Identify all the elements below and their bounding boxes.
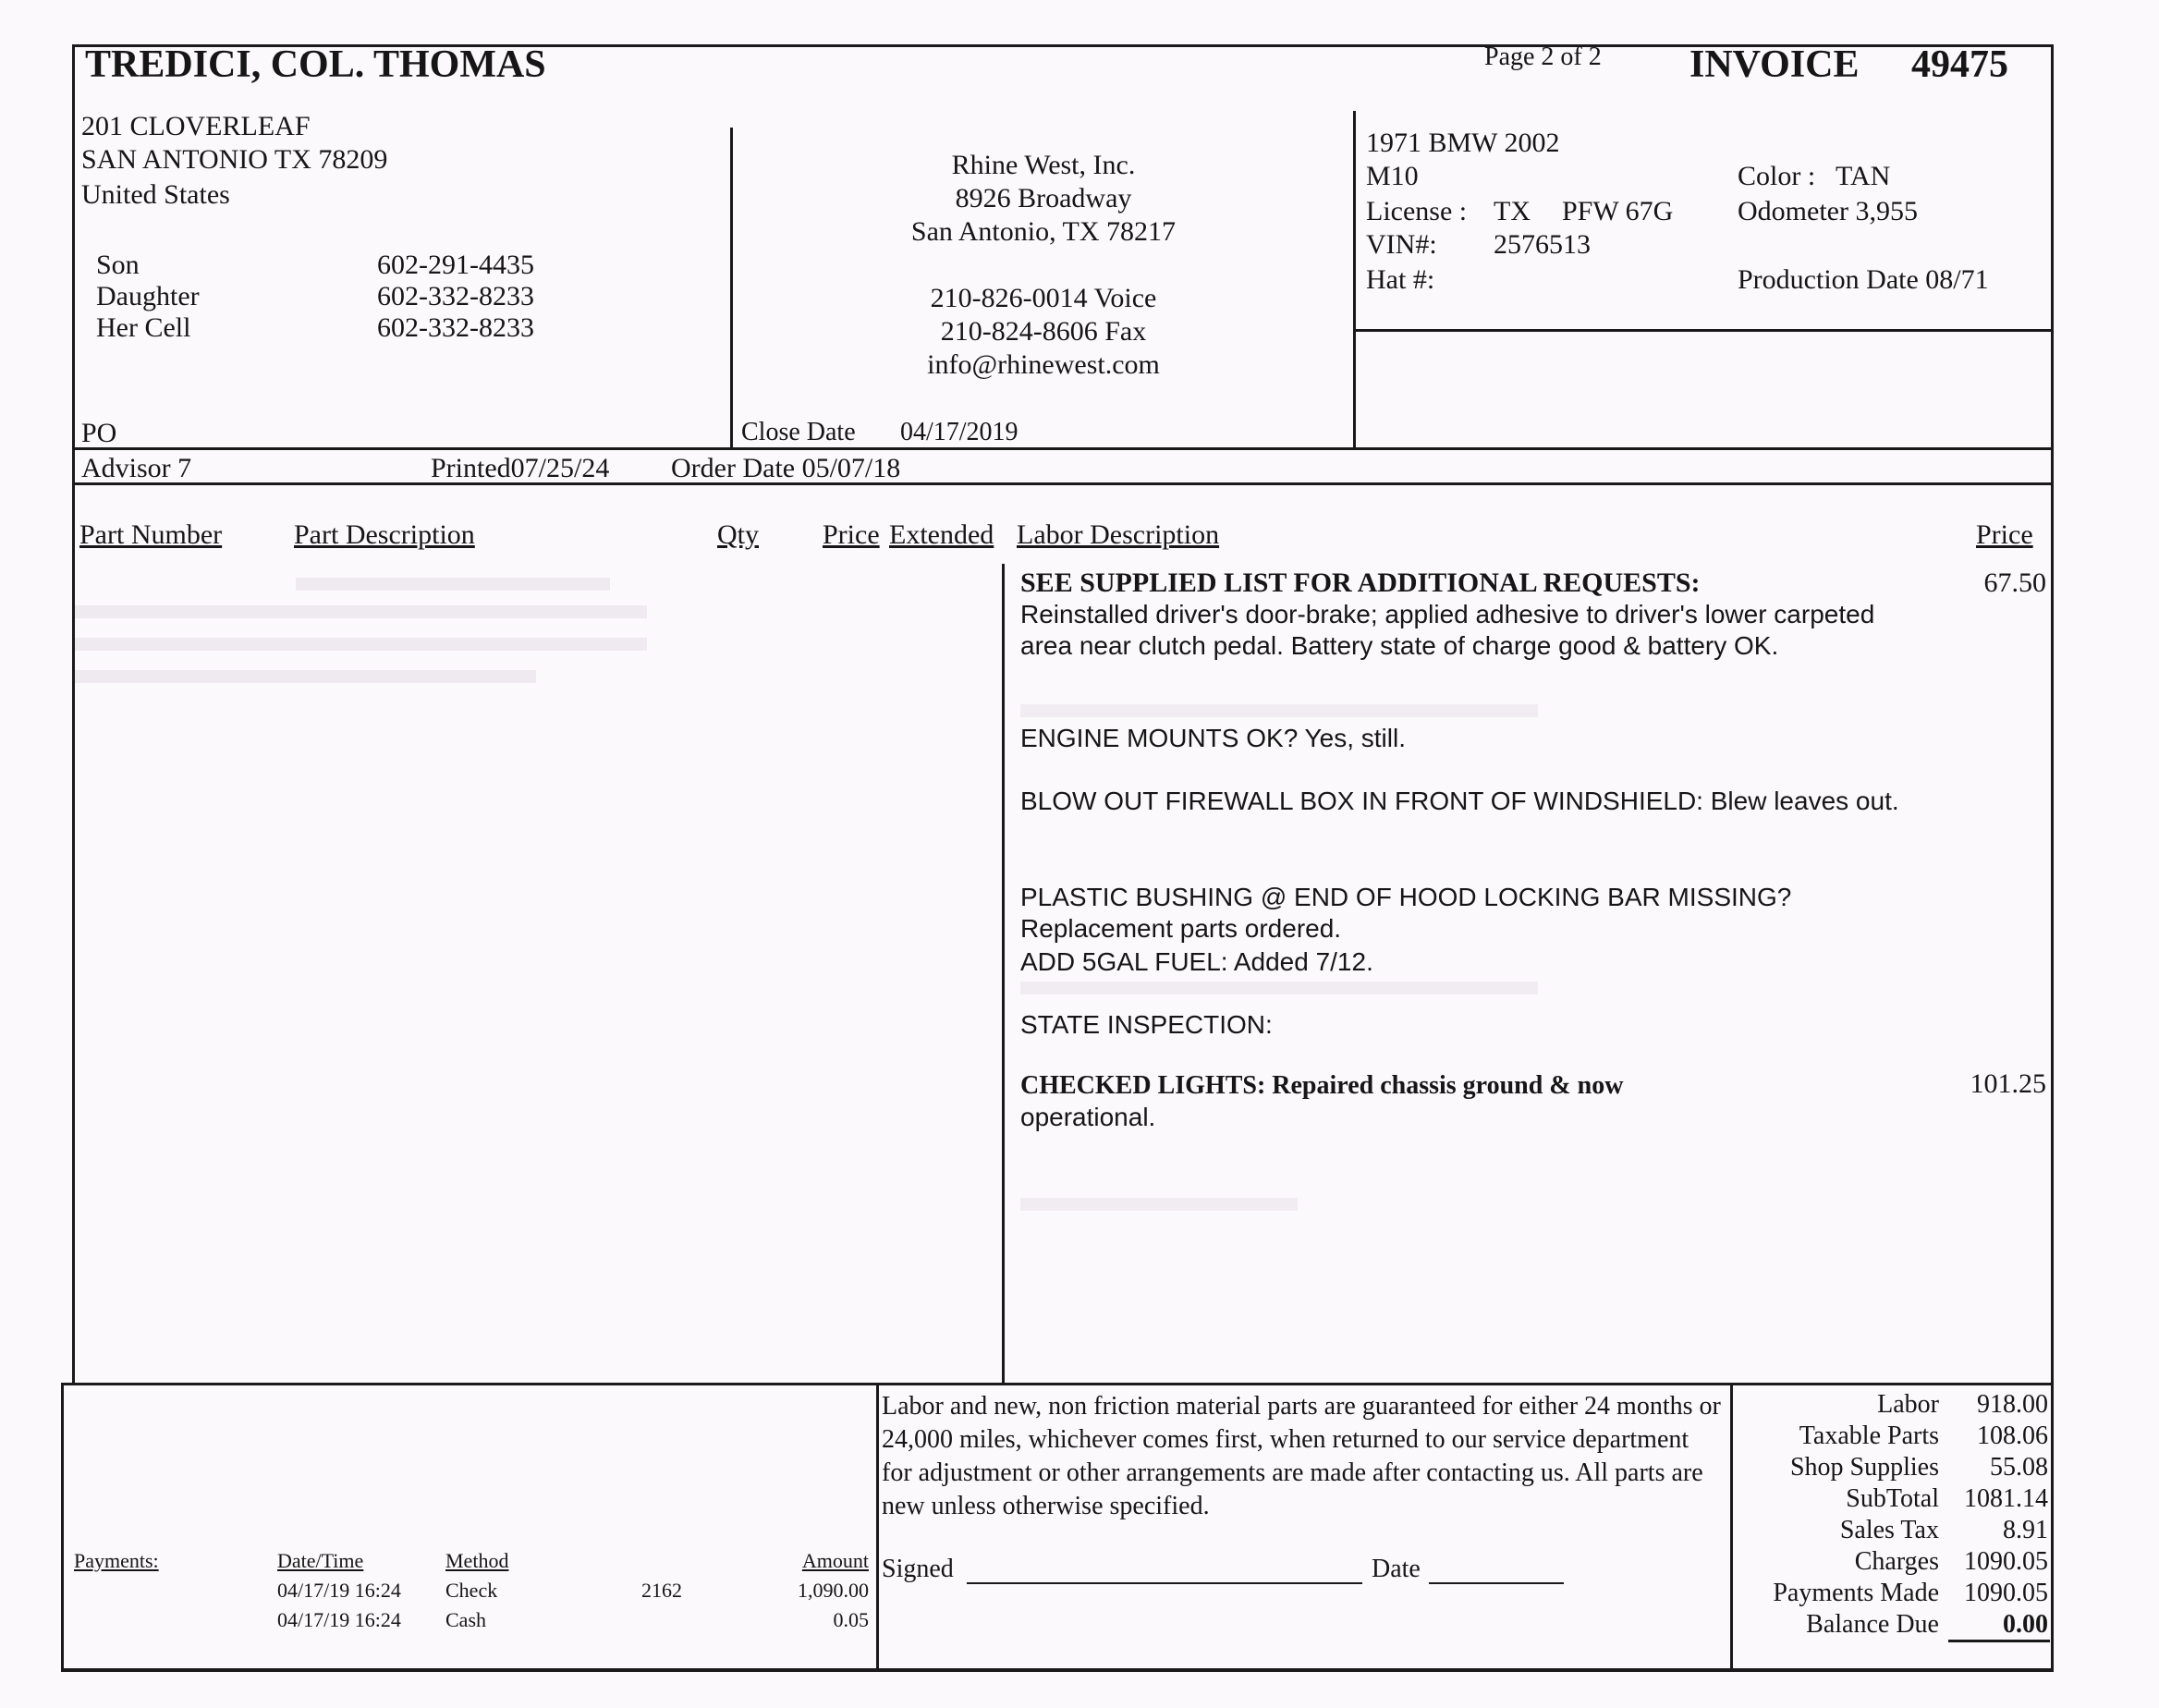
payments-label: Payments: bbox=[74, 1549, 159, 1572]
license-label: License : bbox=[1366, 196, 1468, 226]
total-value: 1090.05 bbox=[1964, 1579, 2048, 1607]
shop-street: 8926 Broadway bbox=[955, 183, 1132, 214]
color-value: TAN bbox=[1836, 161, 1891, 191]
labor-line bbox=[1020, 1070, 1926, 1133]
labor-line-price: 67.50 bbox=[1983, 567, 2046, 598]
col-price: Price bbox=[823, 519, 880, 550]
close-date-label: Close Date bbox=[741, 418, 856, 446]
order-date-value: 05/07/18 bbox=[801, 453, 901, 483]
total-value: 918.00 bbox=[1977, 1390, 2048, 1419]
shop-voice-phone: 210-826-0014 Voice bbox=[930, 283, 1157, 313]
labor-line-text: BLOW OUT FIREWALL BOX IN FRONT OF WINDSHIELD: Blew leaves out. bbox=[1020, 787, 1899, 815]
customer-address-2: SAN ANTONIO TX 78209 bbox=[81, 144, 388, 175]
order-date-label: Order Date bbox=[671, 453, 796, 483]
payment-datetime: 04/17/19 16:24 bbox=[277, 1579, 401, 1602]
col-labor-price: Price bbox=[1976, 519, 2033, 550]
payment-ref: 2162 bbox=[641, 1579, 682, 1602]
invoice-number: 49475 bbox=[1911, 43, 2008, 86]
balance-due-value: 0.00 bbox=[2003, 1610, 2048, 1639]
advisor: Advisor 7 bbox=[81, 453, 192, 483]
document-type: INVOICE bbox=[1689, 43, 1860, 86]
date-line bbox=[1429, 1582, 1564, 1584]
shop-city: San Antonio, TX 78217 bbox=[910, 216, 1177, 247]
balance-underline bbox=[1948, 1640, 2050, 1642]
payment-amount: 1,090.00 bbox=[798, 1579, 869, 1602]
total-value: 8.91 bbox=[2003, 1516, 2048, 1544]
contact-phone: 602-332-8233 bbox=[377, 312, 534, 343]
col-part-number: Part Number bbox=[79, 519, 223, 550]
po-label: PO bbox=[81, 418, 117, 448]
order-date bbox=[671, 453, 900, 484]
signed-label: Signed bbox=[882, 1555, 954, 1583]
labor-line-text: STATE INSPECTION: bbox=[1020, 1010, 1273, 1039]
date-label: Date bbox=[1372, 1555, 1421, 1583]
total-label: Labor bbox=[1877, 1390, 1939, 1419]
labor-line bbox=[1020, 1009, 1926, 1041]
payments-col-datetime: Date/Time bbox=[277, 1549, 364, 1572]
production-date: Production Date 08/71 bbox=[1738, 264, 1989, 295]
contact-phone: 602-291-4435 bbox=[377, 250, 534, 280]
labor-line bbox=[1020, 882, 1926, 945]
payment-method: Cash bbox=[445, 1608, 486, 1631]
labor-line bbox=[1020, 946, 1926, 978]
customer-address-1: 201 CLOVERLEAF bbox=[81, 111, 311, 141]
page-indicator: Page 2 of 2 bbox=[1484, 43, 1602, 71]
total-value: 1090.05 bbox=[1964, 1547, 2048, 1576]
shop-name: Rhine West, Inc. bbox=[951, 150, 1136, 180]
contact-phone: 602-332-8233 bbox=[377, 281, 534, 311]
printed-value: 07/25/24 bbox=[510, 453, 610, 483]
labor-line-heading: SEE SUPPLIED LIST FOR ADDITIONAL REQUESTS: bbox=[1020, 567, 1701, 598]
payment-method: Check bbox=[445, 1579, 498, 1602]
total-label: Charges bbox=[1854, 1547, 1939, 1576]
warranty-text: Labor and new, non friction material parts are guaranteed for either 24 months or 24,000 miles, whichever comes first, when returned to our service department for adjustment or other arrangements are made after contacting us. All parts are new unless otherwise specified. bbox=[882, 1392, 1721, 1520]
customer-country: United States bbox=[81, 179, 230, 210]
col-extended: Extended bbox=[889, 519, 994, 550]
col-qty: Qty bbox=[717, 519, 759, 550]
customer-name: TREDICI, COL. THOMAS bbox=[85, 43, 546, 86]
close-date: 04/17/2019 bbox=[900, 418, 1019, 446]
hat-label: Hat #: bbox=[1366, 264, 1435, 295]
labor-line bbox=[1020, 567, 1926, 662]
total-value: 108.06 bbox=[1977, 1421, 2048, 1450]
shop-fax: 210-824-8606 Fax bbox=[940, 316, 1147, 347]
vin-value: 2576513 bbox=[1494, 229, 1591, 260]
labor-line-price: 101.25 bbox=[1970, 1068, 2046, 1099]
total-label: Balance Due bbox=[1806, 1610, 1939, 1639]
labor-line-text: Reinstalled driver's door-brake; applied adhesive to driver's lower carpeted area near clutch pedal. Battery state of charge good & battery OK. bbox=[1020, 600, 1875, 660]
printed-date bbox=[431, 453, 609, 484]
total-label: SubTotal bbox=[1846, 1484, 1939, 1513]
contact-label: Daughter bbox=[96, 281, 200, 311]
total-value: 1081.14 bbox=[1964, 1484, 2048, 1513]
col-part-description: Part Description bbox=[294, 519, 475, 550]
signature-line bbox=[967, 1582, 1362, 1584]
total-label: Taxable Parts bbox=[1799, 1421, 1939, 1450]
vin-label: VIN#: bbox=[1366, 229, 1437, 260]
vehicle-engine: M10 bbox=[1366, 161, 1419, 191]
shop-email: info@rhinewest.com bbox=[927, 349, 1160, 380]
color-label: Color : bbox=[1738, 161, 1816, 191]
labor-line-text: ADD 5GAL FUEL: Added 7/12. bbox=[1020, 947, 1373, 976]
labor-line-text: ENGINE MOUNTS OK? Yes, still. bbox=[1020, 724, 1406, 752]
odometer: Odometer 3,955 bbox=[1738, 196, 1918, 226]
col-labor-description: Labor Description bbox=[1017, 519, 1220, 550]
labor-line bbox=[1020, 723, 1926, 754]
payments-col-amount: Amount bbox=[801, 1549, 869, 1572]
total-label: Shop Supplies bbox=[1789, 1453, 1939, 1482]
contact-label: Her Cell bbox=[96, 312, 191, 343]
labor-line bbox=[1020, 786, 1926, 817]
total-value: 55.08 bbox=[1990, 1453, 2048, 1482]
vehicle-model: 1971 BMW 2002 bbox=[1366, 128, 1560, 158]
printed-label: Printed bbox=[431, 453, 511, 483]
payment-amount: 0.05 bbox=[833, 1608, 869, 1631]
license-plate: PFW 67G bbox=[1562, 196, 1674, 226]
payment-datetime: 04/17/19 16:24 bbox=[277, 1608, 401, 1631]
payments-col-method: Method bbox=[445, 1549, 509, 1572]
labor-line-text: PLASTIC BUSHING @ END OF HOOD LOCKING BAR MISSING? Replacement parts ordered. bbox=[1020, 883, 1792, 943]
labor-line-heading: CHECKED LIGHTS: Repaired chassis ground & now bbox=[1020, 1071, 1624, 1100]
total-label: Payments Made bbox=[1773, 1579, 1939, 1607]
contact-label: Son bbox=[96, 250, 140, 280]
total-label: Sales Tax bbox=[1839, 1516, 1939, 1544]
labor-line-text: operational. bbox=[1020, 1103, 1156, 1131]
license-state: TX bbox=[1494, 196, 1531, 226]
